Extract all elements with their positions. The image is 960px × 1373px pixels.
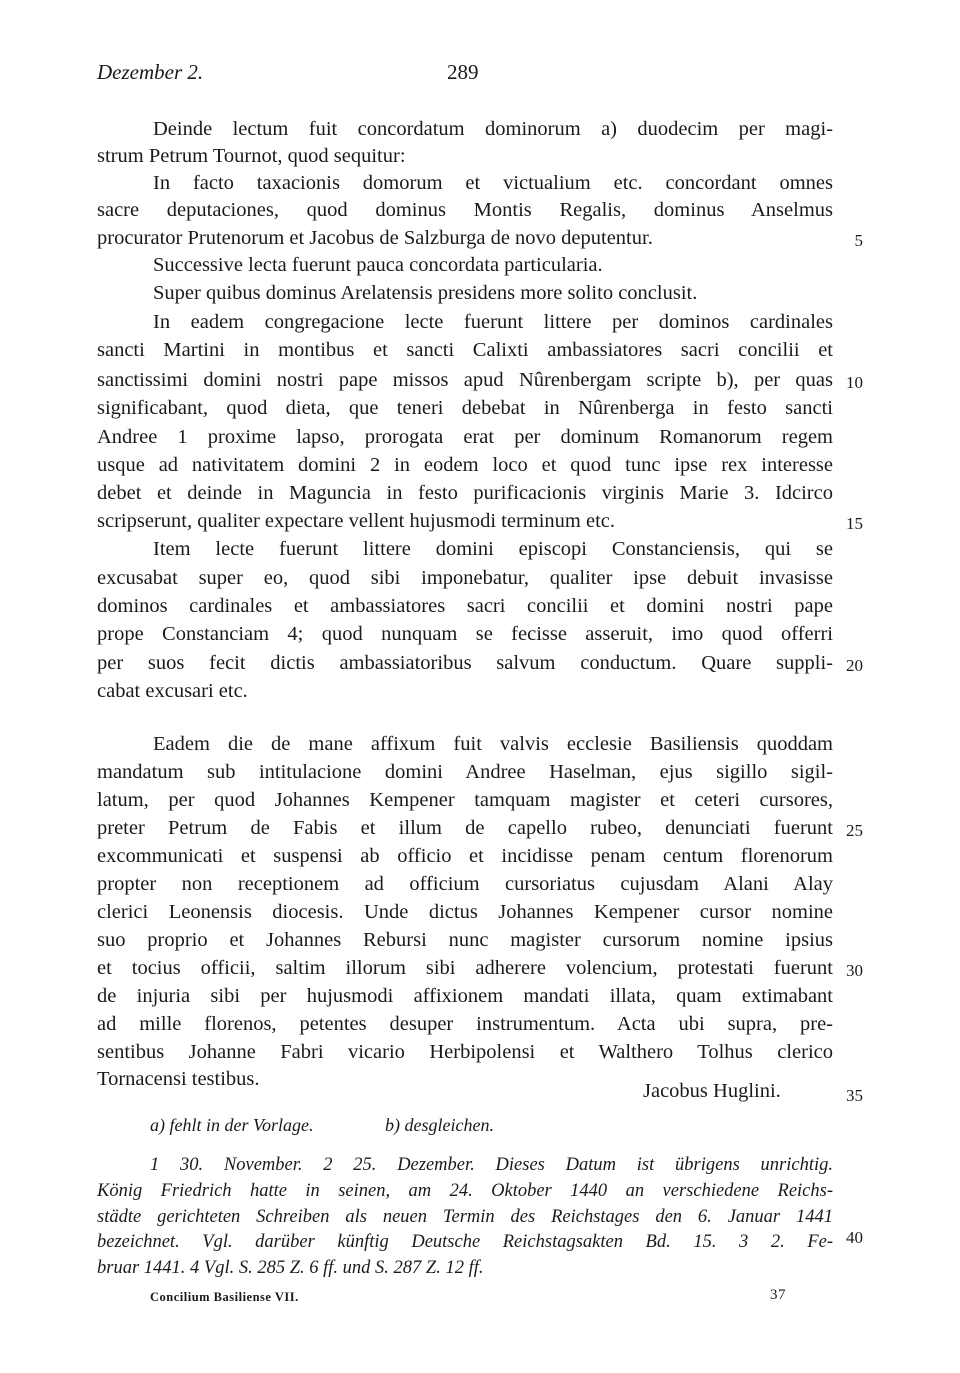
text-line: ad mille florenos, petentes desuper instrumentum. Acta ubi supra, pre- <box>97 1013 833 1035</box>
text-line: dominos cardinales et ambassiatores sacri concilii et domini nostri pape <box>97 595 833 617</box>
text-line: scripserunt, qualiter expectare vellent hujusmodi terminum etc. <box>97 510 616 532</box>
line-number: 30 <box>846 961 863 980</box>
text-line: strum Petrum Tournot, quod sequitur: <box>97 145 406 167</box>
line-number: 10 <box>846 373 863 392</box>
textual-note-a: a) fehlt in der Vorlage. <box>150 1115 314 1135</box>
text-line: prope Constanciam 4; quod nunquam se fecisse asseruit, imo quod offerri <box>97 623 833 645</box>
footnote-line: bruar 1441. 4 Vgl. S. 285 Z. 6 ff. und S. 287 Z. 12 ff. <box>97 1258 484 1278</box>
text-line: sacre deputaciones, quod dominus Montis Regalis, dominus Anselmus <box>97 199 833 221</box>
page-number: 289 <box>447 60 479 84</box>
text-line: per suos fecit dictis ambassiatoribus salvum conductum. Quare suppli- <box>97 652 833 674</box>
printer-signature: Concilium Basiliense VII. <box>150 1290 299 1304</box>
line-number: 5 <box>854 231 863 250</box>
text-line: de injuria sibi per hujusmodi affixionem mandati illata, quam extimabant <box>97 985 833 1007</box>
text-line: usque ad nativitatem domini 2 in eodem loco et quod tunc ipse rex interesse <box>97 454 833 476</box>
text-line: procurator Prutenorum et Jacobus de Salzburga de novo deputentur. <box>97 227 653 249</box>
running-header <box>97 60 837 90</box>
text-line: excommunicati et suspensi ab officio et incidisse penam centum florenorum <box>97 845 833 867</box>
text-line: Item lecte fuerunt littere domini episcopi Constanciensis, qui se <box>153 538 833 560</box>
text-line: suo proprio et Johannes Rebursi nunc magister cursorum nomine ipsius <box>97 929 833 951</box>
text-line: significabant, quod dieta, que teneri debebat in Nûrenberga in festo sancti <box>97 397 833 419</box>
sheet-number: 37 <box>770 1287 786 1303</box>
text-line: sancti Martini in montibus et sancti Calixti ambassiatores sacri concilii et <box>97 339 833 361</box>
text-line: Successive lecta fuerunt pauca concordata particularia. <box>153 254 603 276</box>
line-number: 15 <box>846 514 863 533</box>
header-date: Dezember 2. <box>97 60 204 84</box>
text-line: Eadem die de mane affixum fuit valvis ecclesie Basiliensis quoddam <box>153 733 833 755</box>
text-line: Deinde lectum fuit concordatum dominorum a) duodecim per magi- <box>153 118 833 140</box>
line-number: 20 <box>846 656 863 675</box>
signature: Jacobus Huglini. <box>643 1080 781 1102</box>
text-line: sentibus Johanne Fabri vicario Herbipolensi et Walthero Tolhus clerico <box>97 1041 833 1063</box>
text-line: sanctissimi domini nostri pape missos apud Nûrenbergam scripte b), per quas <box>97 369 833 391</box>
textual-note-b: b) desgleichen. <box>385 1115 494 1135</box>
text-line: cabat excusari etc. <box>97 680 248 702</box>
footnote-line: König Friedrich hatte in seinen, am 24. Oktober 1440 an verschiedene Reichs- <box>97 1181 833 1201</box>
text-line: preter Petrum de Fabis et illum de capello rubeo, denunciati fuerunt <box>97 817 833 839</box>
text-line: In eadem congregacione lecte fuerunt littere per dominos cardinales <box>153 311 833 333</box>
line-number: 35 <box>846 1086 863 1105</box>
text-line: Tornacensi testibus. <box>97 1068 260 1090</box>
text-line: mandatum sub intitulacione domini Andree Haselman, ejus sigillo sigil- <box>97 761 833 783</box>
footnote-line: bezeichnet. Vgl. darüber künftig Deutsche Reichstagsakten Bd. 15. 3 2. Fe- <box>97 1232 833 1252</box>
text-line: Andree 1 proxime lapso, prorogata erat per dominum Romanorum regem <box>97 426 833 448</box>
footnote-line: städte gerichteten Schreiben als neuen Termin des Reichstages den 6. Januar 1441 <box>97 1207 833 1227</box>
line-number: 25 <box>846 821 863 840</box>
line-number: 40 <box>846 1228 863 1247</box>
text-line: debet et deinde in Maguncia in festo purificacionis virginis Marie 3. Idcirco <box>97 482 833 504</box>
text-line: et tocius officii, saltim illorum sibi adherere volencium, protestati fuerunt <box>97 957 833 979</box>
text-line: latum, per quod Johannes Kempener tamquam magister et ceteri cursores, <box>97 789 833 811</box>
text-line: propter non receptionem ad officium cursoriatus cujusdam Alani Alay <box>97 873 833 895</box>
text-line: In facto taxacionis domorum et victualium etc. concordant omnes <box>153 172 833 194</box>
text-line: Super quibus dominus Arelatensis presidens more solito conclusit. <box>153 282 698 304</box>
footnote-line: 1 30. November. 2 25. Dezember. Dieses Datum ist übrigens unrichtig. <box>150 1155 833 1175</box>
text-line: excusabat super eo, quod sibi imponebatur, qualiter ipse debuit invasisse <box>97 567 833 589</box>
text-line: clerici Leonensis diocesis. Unde dictus Johannes Kempener cursor nomine <box>97 901 833 923</box>
